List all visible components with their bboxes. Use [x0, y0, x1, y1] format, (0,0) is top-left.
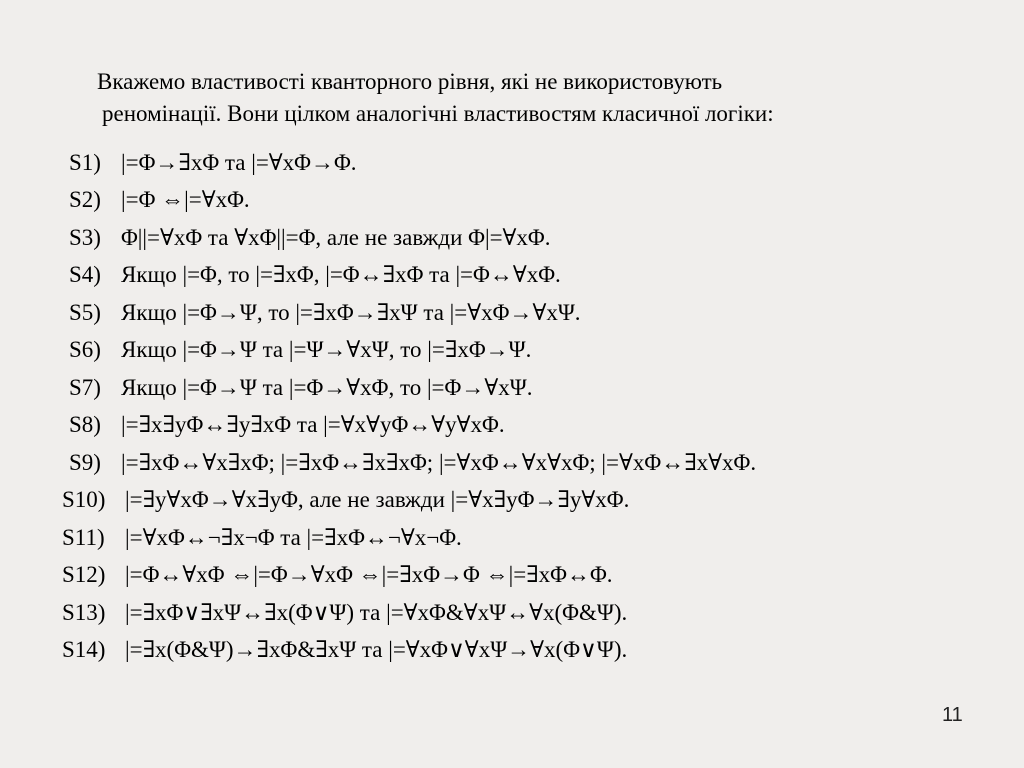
rule-s4 [69, 260, 561, 290]
rule-text: |=∀xΦ↔¬∃x¬Φ та |=∃xΦ↔¬∀x¬Φ. [125, 525, 462, 550]
rule-s5 [69, 298, 581, 328]
rule-text: |=Φ↔∀xΦ ⇔|=Φ→∀xΦ ⇔|=∃xΦ→Φ ⇔|=∃xΦ↔Φ. [125, 562, 613, 587]
rule-text: |=∃xΦ↔∀x∃xΦ; |=∃xΦ↔∃x∃xΦ; |=∀xΦ↔∀x∀xΦ; |=∀xΦ↔∃x∀xΦ. [121, 450, 757, 475]
rule-label: S9) [69, 450, 101, 475]
rule-label: S3) [69, 225, 101, 250]
rule-text: |=∃x(Φ&Ψ)→∃xΦ&∃xΨ та |=∀xΦ∨∀xΨ→∀x(Φ∨Ψ). [125, 637, 628, 662]
rule-text: Якщо |=Φ, то |=∃xΦ, |=Φ↔∃xΦ та |=Φ↔∀xΦ. [121, 262, 561, 287]
rule-s11 [62, 523, 462, 553]
rule-s1 [69, 148, 357, 178]
rule-text: Якщо |=Φ→Ψ та |=Ψ→∀xΨ, то |=∃xΦ→Ψ. [121, 337, 532, 362]
rule-text: |=Φ→∃xΦ та |=∀xΦ→Φ. [121, 150, 357, 175]
rule-s10 [62, 485, 630, 515]
rule-s9 [69, 448, 757, 478]
rule-label: S14) [62, 637, 106, 662]
intro-paragraph [97, 66, 977, 130]
rule-s8 [69, 410, 505, 440]
intro-line-1: Вкажемо властивості кванторного рівня, які не використовують [97, 69, 723, 94]
rule-label: S11) [62, 525, 105, 550]
rule-label: S12) [62, 562, 106, 587]
rule-text: |=Φ ⇔|=∀xΦ. [121, 187, 250, 212]
rule-s6 [69, 335, 532, 365]
rule-label: S1) [69, 150, 101, 175]
rule-text: Якщо |=Φ→Ψ, то |=∃xΦ→∃xΨ та |=∀xΦ→∀xΨ. [121, 300, 581, 325]
intro-line-2: реномінації. Вони цілком аналогічні властивостям класичної логіки: [102, 101, 774, 126]
rule-label: S10) [62, 487, 106, 512]
rule-label: S13) [62, 600, 106, 625]
rule-s14 [62, 635, 628, 665]
rule-label: S8) [69, 412, 101, 437]
rule-label: S7) [69, 375, 101, 400]
page-number: 11 [942, 704, 963, 726]
rule-text: |=∃x∃yΦ↔∃y∃xΦ та |=∀x∀yΦ↔∀y∀xΦ. [121, 412, 505, 437]
rule-text: Φ||=∀xΦ та ∀xΦ||=Φ, але не завжди Φ|=∀xΦ. [121, 225, 551, 250]
rule-s3 [69, 223, 551, 253]
rule-label: S6) [69, 337, 101, 362]
rule-text: Якщо |=Φ→Ψ та |=Φ→∀xΦ, то |=Φ→∀xΨ. [121, 375, 533, 400]
rule-s7 [69, 373, 533, 403]
rule-label: S5) [69, 300, 101, 325]
rule-label: S2) [69, 187, 101, 212]
rule-s13 [62, 598, 628, 628]
rule-s12 [62, 560, 613, 590]
rule-text: |=∃y∀xΦ→∀x∃yΦ, але не завжди |=∀x∃yΦ→∃y∀xΦ. [125, 487, 630, 512]
rule-text: |=∃xΦ∨∃xΨ↔∃x(Φ∨Ψ) та |=∀xΦ&∀xΨ↔∀x(Φ&Ψ). [125, 600, 628, 625]
rule-label: S4) [69, 262, 101, 287]
rule-s2 [69, 185, 250, 215]
